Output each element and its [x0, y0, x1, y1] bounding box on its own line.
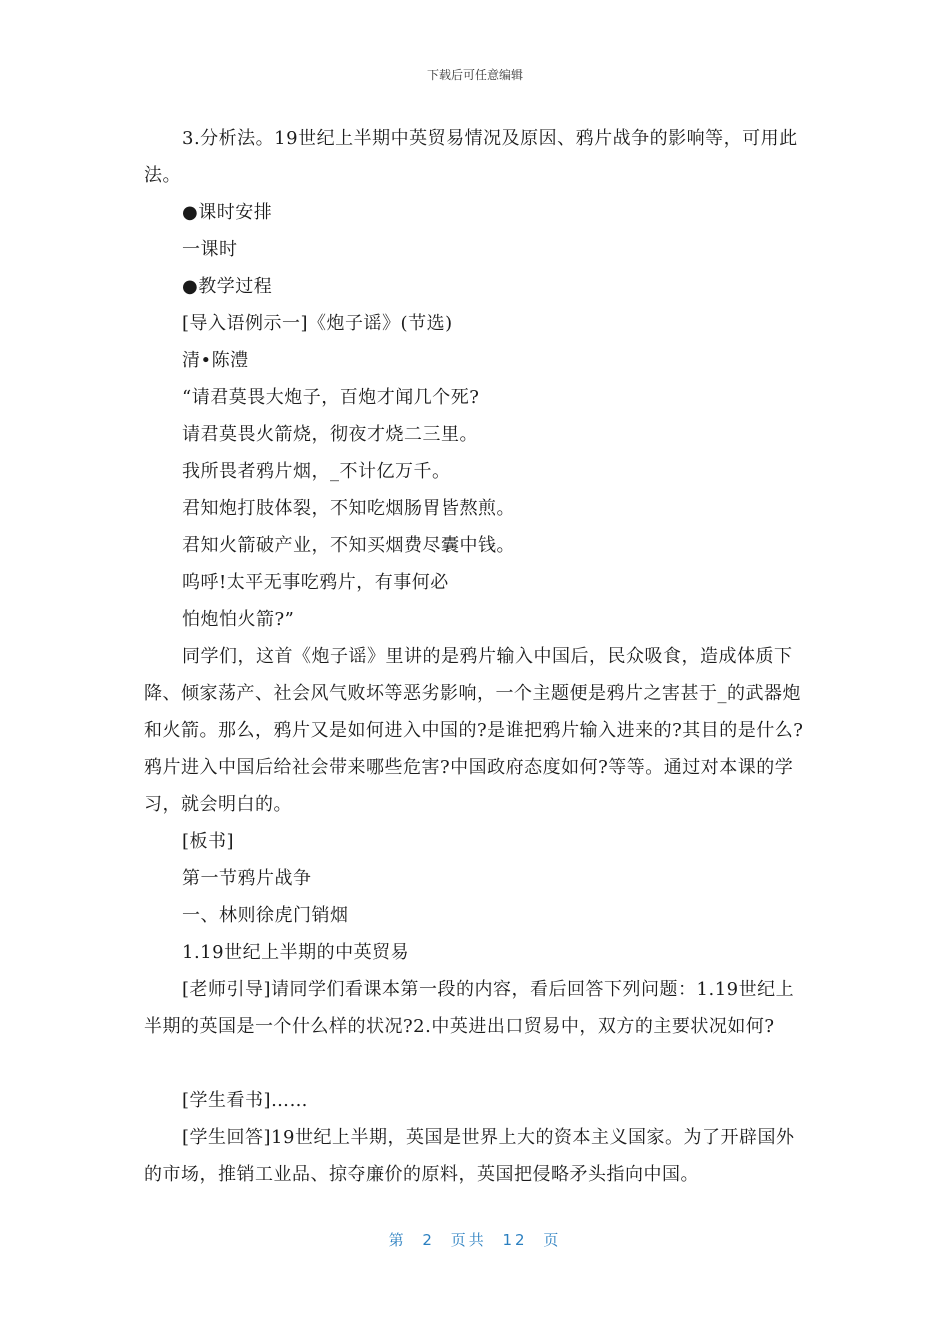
paragraph-one-lesson: 一课时 [182, 239, 238, 260]
page-header: 下载后可任意编辑 [426, 68, 523, 82]
paragraph-board-writing: [板书] [182, 831, 235, 852]
document-body [144, 120, 806, 1193]
poem-line: 怕炮怕火箭?” [182, 609, 295, 630]
heading-schedule: ●课时安排 [182, 202, 273, 223]
paragraph-student-answer: [学生回答]19世纪上半期，英国是世界上大的资本主义国家。为了开辟国外的市场，推销工业品、掠夺廉价的原料，英国把侵略矛头指向中国。 [144, 1127, 795, 1185]
poem-line: 君知火箭破产业，不知买烟费尽囊中钱。 [182, 535, 515, 556]
subsection-item: 1.19世纪上半期的中英贸易 [182, 942, 410, 963]
poem-line: 君知炮打肢体裂，不知吃烟肠胃皆熬煎。 [182, 498, 515, 519]
paragraph-teacher-guide: [老师引导]请同学们看课本第一段的内容，看后回答下列问题：1.19世纪上半期的英国是一个什么样的状况?2.中英进出口贸易中，双方的主要状况如何? [144, 979, 795, 1037]
heading-teaching-process: ●教学过程 [182, 276, 273, 297]
paragraph-intro-example: [导入语例示一]《炮子谣》(节选) [182, 313, 453, 334]
paragraph-analysis-method: 3.分析法。19世纪上半期中英贸易情况及原因、鸦片战争的影响等，可用此法。 [144, 128, 798, 186]
poem-line: 呜呼!太平无事吃鸦片，有事何必 [182, 572, 449, 593]
section-title: 第一节鸦片战争 [182, 868, 312, 889]
page-footer: 第 2 页共 12 页 [388, 1231, 562, 1249]
poem-line: “请君莫畏大炮子，百炮才闻几个死? [182, 387, 480, 408]
subsection-title: 一、林则徐虎门销烟 [182, 905, 349, 926]
paragraph-explanation: 同学们，这首《炮子谣》里讲的是鸦片输入中国后，民众吸食，造成体质下降、倾家荡产、社会风气败坏等恶劣影响，一个主题便是鸦片之害甚于_的武器炮和火箭。那么，鸦片又是如何进入中国的?是谁把鸦片输入进来的?其目的是什么?鸦片进入中国后给社会带来哪些危害?中国政府态度如何?等等。通过对本课的学习，就会明白的。 [144, 646, 804, 815]
spacer [144, 1045, 806, 1082]
paragraph-student-read: [学生看书]…… [182, 1090, 309, 1111]
poem-author: 清•陈澧 [182, 350, 249, 371]
poem-line: 我所畏者鸦片烟，_不计亿万千。 [182, 461, 451, 482]
poem-line: 请君莫畏火箭烧，彻夜才烧二三里。 [182, 424, 478, 445]
